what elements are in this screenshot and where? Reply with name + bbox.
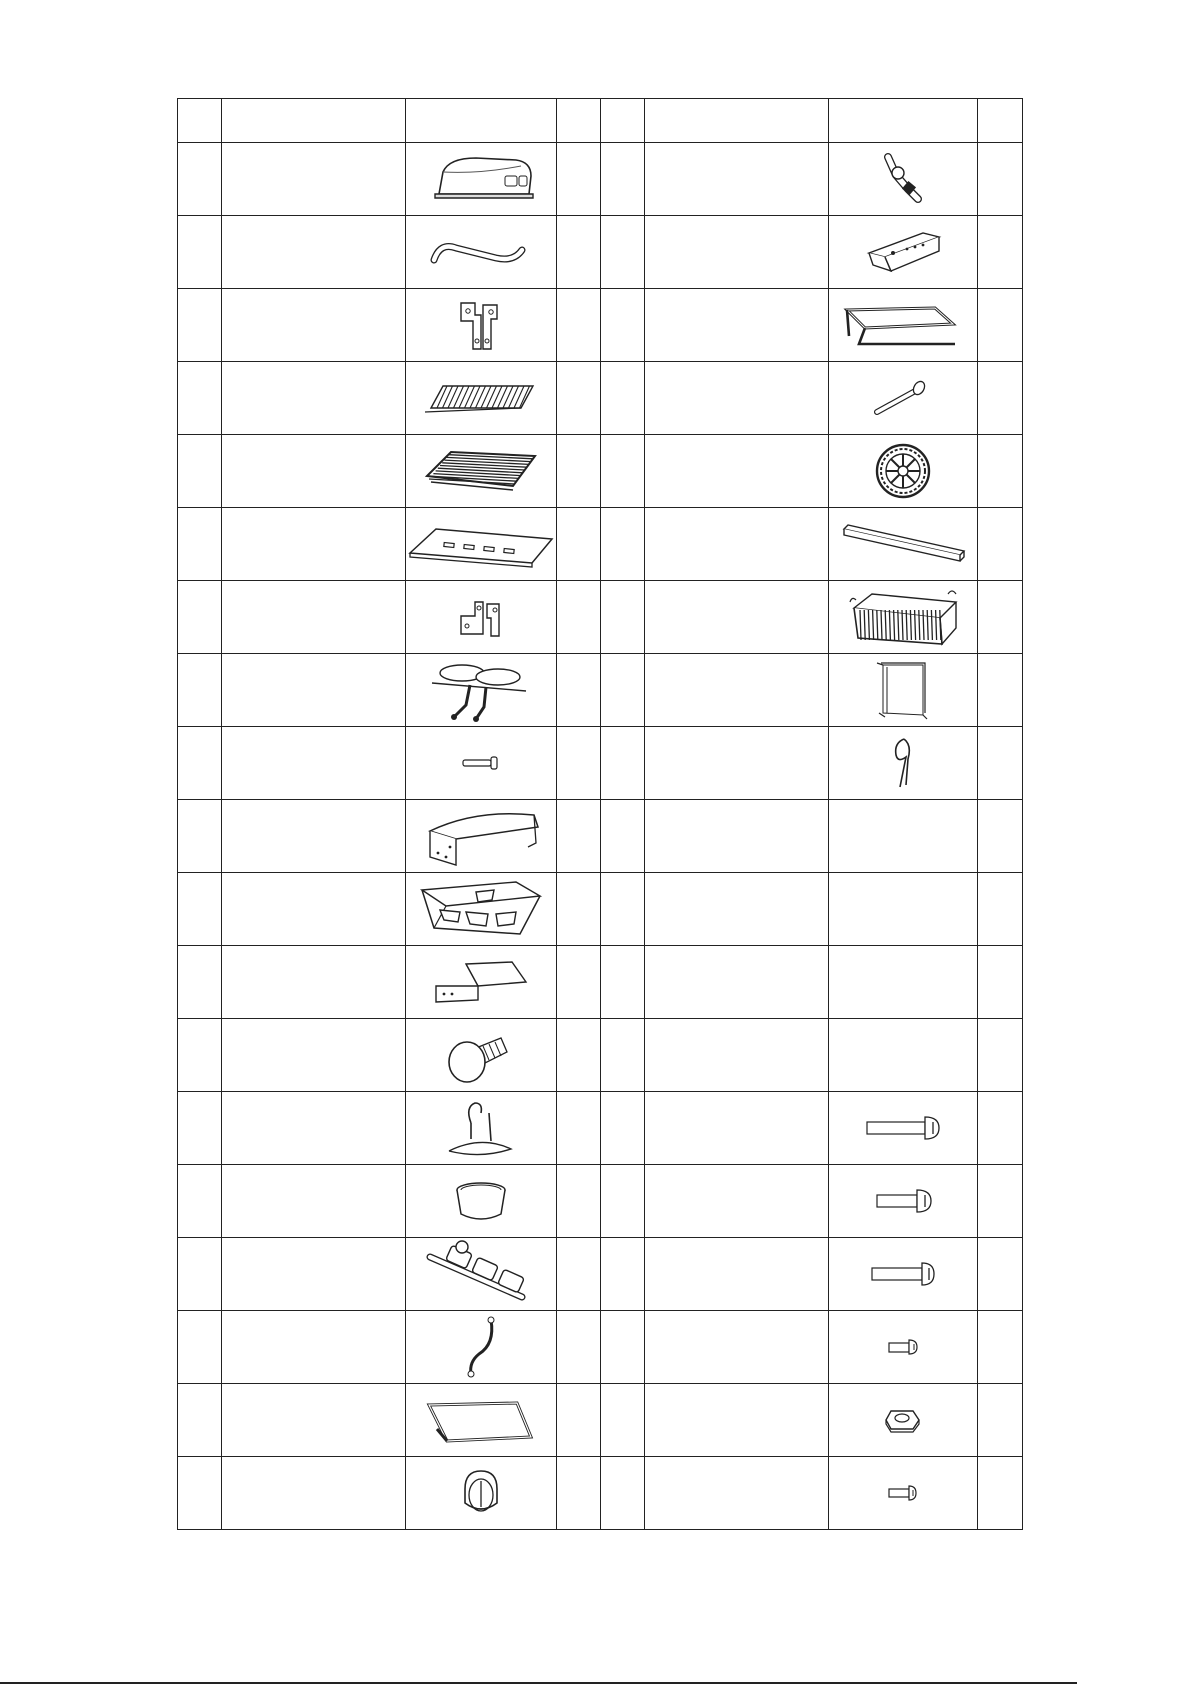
part-description-cell: [645, 1092, 829, 1165]
grease-cup-icon: [406, 1176, 556, 1226]
part-description-cell: [222, 946, 406, 1019]
table-row: [178, 435, 1023, 508]
part-quantity-cell: [978, 1238, 1023, 1311]
firebox-icon: [406, 876, 556, 942]
part-description-cell: [222, 1238, 406, 1311]
part-image-cell: [829, 1311, 978, 1384]
axle-icon: [829, 378, 977, 418]
part-description-cell: [222, 581, 406, 654]
part-image-cell: [406, 1019, 557, 1092]
part-image-cell: [406, 1311, 557, 1384]
part-quantity-cell: [978, 143, 1023, 216]
part-image-cell: [406, 873, 557, 946]
part-quantity-cell: [978, 800, 1023, 873]
part-quantity-cell: [557, 1165, 601, 1238]
part-number-cell: [178, 800, 222, 873]
part-image-cell: [406, 1165, 557, 1238]
heat-plate-icon: [406, 519, 556, 569]
part-quantity-cell: [978, 1092, 1023, 1165]
part-description-cell: [222, 289, 406, 362]
part-quantity-cell: [557, 1384, 601, 1457]
part-image-cell: [829, 1019, 978, 1092]
part-quantity-cell: [557, 1092, 601, 1165]
part-image-cell: [406, 727, 557, 800]
part-quantity-cell: [557, 216, 601, 289]
part-number-cell: [601, 873, 645, 946]
header-cell: [645, 99, 829, 143]
table-row: [178, 581, 1023, 654]
part-image-cell: [406, 1238, 557, 1311]
part-number-cell: [178, 216, 222, 289]
part-number-cell: [178, 289, 222, 362]
footer-rule: [0, 1682, 1077, 1684]
part-number-cell: [178, 362, 222, 435]
part-description-cell: [222, 1019, 406, 1092]
header-cell: [406, 99, 557, 143]
part-image-cell: [406, 654, 557, 727]
part-description-cell: [222, 1457, 406, 1530]
part-quantity-cell: [557, 581, 601, 654]
part-description-cell: [645, 508, 829, 581]
table-row: [178, 1311, 1023, 1384]
part-quantity-cell: [978, 1311, 1023, 1384]
part-description-cell: [222, 800, 406, 873]
part-description-cell: [222, 873, 406, 946]
part-number-cell: [178, 581, 222, 654]
part-number-cell: [601, 143, 645, 216]
part-description-cell: [222, 1311, 406, 1384]
table-header-row: [178, 99, 1023, 143]
part-image-cell: [406, 508, 557, 581]
part-description-cell: [645, 1311, 829, 1384]
table-row: [178, 216, 1023, 289]
part-quantity-cell: [978, 1384, 1023, 1457]
part-image-cell: [829, 946, 978, 1019]
part-number-cell: [178, 946, 222, 1019]
part-quantity-cell: [557, 727, 601, 800]
part-image-cell: [406, 289, 557, 362]
warming-rack-icon: [406, 378, 556, 418]
part-number-cell: [178, 873, 222, 946]
part-quantity-cell: [978, 654, 1023, 727]
header-cell: [829, 99, 978, 143]
part-number-cell: [178, 1384, 222, 1457]
part-quantity-cell: [557, 1311, 601, 1384]
bracket-icon: [406, 592, 556, 642]
hinge-bracket-icon: [406, 295, 556, 355]
grill-lid-icon: [406, 154, 556, 204]
part-description-cell: [645, 946, 829, 1019]
part-image-cell: [829, 873, 978, 946]
burner-icon: [406, 657, 556, 723]
part-description-cell: [645, 1019, 829, 1092]
table-row: [178, 654, 1023, 727]
part-quantity-cell: [978, 435, 1023, 508]
part-quantity-cell: [978, 946, 1023, 1019]
part-image-cell: [829, 508, 978, 581]
table-row: [178, 727, 1023, 800]
part-quantity-cell: [978, 1019, 1023, 1092]
part-number-cell: [601, 1384, 645, 1457]
long-screw-icon: [829, 1113, 977, 1143]
header-cell: [601, 99, 645, 143]
part-description-cell: [645, 1165, 829, 1238]
part-number-cell: [601, 1165, 645, 1238]
part-image-cell: [406, 1092, 557, 1165]
part-quantity-cell: [978, 581, 1023, 654]
part-quantity-cell: [978, 508, 1023, 581]
part-quantity-cell: [557, 362, 601, 435]
header-cell: [557, 99, 601, 143]
part-image-cell: [406, 435, 557, 508]
part-image-cell: [406, 800, 557, 873]
table-row: [178, 508, 1023, 581]
part-quantity-cell: [557, 1457, 601, 1530]
part-number-cell: [178, 143, 222, 216]
table-row: [178, 1238, 1023, 1311]
part-description-cell: [645, 873, 829, 946]
part-number-cell: [601, 1457, 645, 1530]
tank-hook-icon: [406, 1095, 556, 1161]
part-image-cell: [829, 1238, 978, 1311]
part-number-cell: [178, 1092, 222, 1165]
shelf-bracket-icon: [406, 952, 556, 1012]
part-quantity-cell: [557, 800, 601, 873]
part-number-cell: [178, 1019, 222, 1092]
handle-tube-icon: [406, 232, 556, 272]
bottom-frame-icon: [406, 1395, 556, 1445]
part-image-cell: [406, 581, 557, 654]
part-quantity-cell: [557, 873, 601, 946]
part-quantity-cell: [557, 508, 601, 581]
part-quantity-cell: [557, 946, 601, 1019]
part-description-cell: [222, 1165, 406, 1238]
part-number-cell: [601, 435, 645, 508]
cart-frame-icon: [829, 300, 977, 350]
control-knob-icon: [406, 1465, 556, 1521]
part-description-cell: [645, 216, 829, 289]
table-row: [178, 873, 1023, 946]
part-quantity-cell: [978, 727, 1023, 800]
part-description-cell: [222, 435, 406, 508]
part-number-cell: [601, 1311, 645, 1384]
part-image-cell: [406, 946, 557, 1019]
part-description-cell: [645, 727, 829, 800]
cooking-grate-icon: [406, 446, 556, 496]
part-number-cell: [601, 508, 645, 581]
table-row: [178, 143, 1023, 216]
part-description-cell: [645, 800, 829, 873]
part-number-cell: [178, 1457, 222, 1530]
part-number-cell: [178, 1165, 222, 1238]
hex-nut-icon: [829, 1405, 977, 1435]
part-description-cell: [645, 289, 829, 362]
part-number-cell: [601, 289, 645, 362]
part-image-cell: [829, 727, 978, 800]
parts-list-table: [177, 98, 1023, 1530]
igniter-electrode-icon: [829, 151, 977, 207]
part-description-cell: [645, 435, 829, 508]
part-number-cell: [178, 654, 222, 727]
part-quantity-cell: [978, 289, 1023, 362]
part-number-cell: [178, 1238, 222, 1311]
part-quantity-cell: [557, 654, 601, 727]
part-quantity-cell: [557, 1019, 601, 1092]
part-quantity-cell: [557, 1238, 601, 1311]
part-description-cell: [645, 1384, 829, 1457]
short-screw-icon: [829, 1337, 977, 1357]
part-image-cell: [829, 143, 978, 216]
part-quantity-cell: [978, 216, 1023, 289]
part-quantity-cell: [978, 1457, 1023, 1530]
part-number-cell: [178, 435, 222, 508]
part-description-cell: [645, 1457, 829, 1530]
wire-basket-icon: [829, 584, 977, 650]
side-shelf-icon: [406, 803, 556, 869]
part-number-cell: [601, 1019, 645, 1092]
wheel-bolt-icon: [406, 1022, 556, 1088]
part-description-cell: [645, 1238, 829, 1311]
header-cell: [178, 99, 222, 143]
part-image-cell: [406, 362, 557, 435]
part-number-cell: [178, 508, 222, 581]
back-panel-icon: [829, 657, 977, 723]
part-quantity-cell: [557, 435, 601, 508]
part-number-cell: [601, 581, 645, 654]
part-quantity-cell: [978, 873, 1023, 946]
pin-icon: [406, 755, 556, 771]
medium-screw-icon: [829, 1186, 977, 1216]
part-quantity-cell: [557, 289, 601, 362]
part-description-cell: [645, 581, 829, 654]
part-description-cell: [222, 508, 406, 581]
r-clip-icon: [829, 735, 977, 791]
part-description-cell: [222, 216, 406, 289]
part-image-cell: [406, 143, 557, 216]
small-screw-icon: [829, 1483, 977, 1503]
header-cell: [222, 99, 406, 143]
part-quantity-cell: [978, 362, 1023, 435]
part-number-cell: [601, 727, 645, 800]
part-number-cell: [601, 800, 645, 873]
part-number-cell: [601, 1238, 645, 1311]
part-image-cell: [829, 1092, 978, 1165]
part-image-cell: [829, 1165, 978, 1238]
part-number-cell: [178, 1311, 222, 1384]
part-description-cell: [222, 1384, 406, 1457]
part-number-cell: [601, 1092, 645, 1165]
part-image-cell: [829, 1457, 978, 1530]
part-image-cell: [829, 289, 978, 362]
table-row: [178, 1384, 1023, 1457]
table-row: [178, 1165, 1023, 1238]
table-row: [178, 1019, 1023, 1092]
header-cell: [978, 99, 1023, 143]
part-image-cell: [829, 362, 978, 435]
part-image-cell: [406, 216, 557, 289]
part-number-cell: [601, 654, 645, 727]
table-row: [178, 362, 1023, 435]
part-description-cell: [222, 143, 406, 216]
table-row: [178, 946, 1023, 1019]
control-panel-icon: [829, 227, 977, 277]
part-description-cell: [222, 1092, 406, 1165]
part-number-cell: [601, 216, 645, 289]
part-image-cell: [829, 581, 978, 654]
part-quantity-cell: [557, 143, 601, 216]
part-image-cell: [829, 1384, 978, 1457]
crossbar-icon: [829, 519, 977, 569]
screw-icon: [829, 1259, 977, 1289]
valve-manifold-icon: [406, 1241, 556, 1307]
part-image-cell: [829, 800, 978, 873]
table-row: [178, 289, 1023, 362]
igniter-wire-icon: [406, 1314, 556, 1380]
table-row: [178, 800, 1023, 873]
part-description-cell: [645, 143, 829, 216]
part-description-cell: [645, 654, 829, 727]
table-row: [178, 1457, 1023, 1530]
part-description-cell: [222, 362, 406, 435]
part-image-cell: [829, 435, 978, 508]
part-image-cell: [829, 216, 978, 289]
table-row: [178, 1092, 1023, 1165]
part-number-cell: [178, 727, 222, 800]
part-description-cell: [222, 727, 406, 800]
part-quantity-cell: [978, 1165, 1023, 1238]
part-image-cell: [406, 1384, 557, 1457]
part-number-cell: [601, 362, 645, 435]
part-image-cell: [829, 654, 978, 727]
part-description-cell: [222, 654, 406, 727]
part-description-cell: [645, 362, 829, 435]
part-image-cell: [406, 1457, 557, 1530]
wheel-icon: [829, 441, 977, 501]
part-number-cell: [601, 946, 645, 1019]
